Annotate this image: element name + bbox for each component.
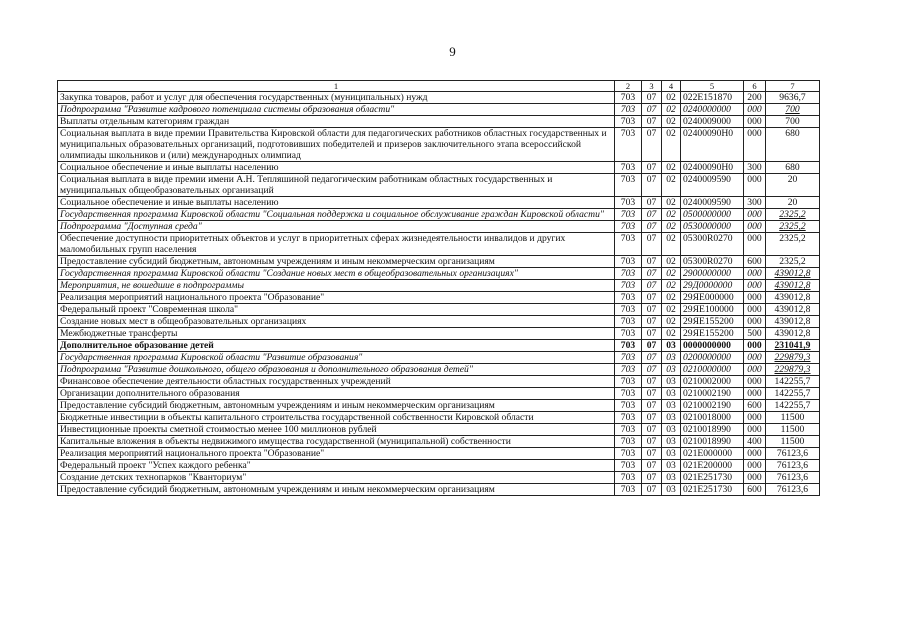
cell-grbs: 703	[615, 162, 642, 174]
cell-name: Закупка товаров, работ и услуг для обеспечения государственных (муниципальных) нужд	[58, 92, 615, 104]
table-row	[58, 209, 820, 221]
cell-target-article: 0530000000	[681, 221, 744, 233]
cell-grbs: 703	[615, 116, 642, 128]
cell-expense-type: 000	[744, 448, 766, 460]
cell-subsection: 02	[662, 197, 681, 209]
cell-expense-type: 600	[744, 400, 766, 412]
cell-expense-type: 000	[744, 460, 766, 472]
table-row	[58, 472, 820, 484]
table-row	[58, 221, 820, 233]
cell-subsection: 03	[662, 364, 681, 376]
cell-grbs: 703	[615, 174, 642, 197]
header-cell: 4	[662, 81, 681, 92]
cell-section: 07	[642, 197, 662, 209]
cell-expense-type: 000	[744, 424, 766, 436]
cell-amount: 11500	[766, 424, 820, 436]
cell-section: 07	[642, 221, 662, 233]
cell-grbs: 703	[615, 233, 642, 256]
cell-section: 07	[642, 352, 662, 364]
cell-amount: 439012,8	[766, 304, 820, 316]
cell-grbs: 703	[615, 256, 642, 268]
cell-target-article: 0500000000	[681, 209, 744, 221]
table-row	[58, 256, 820, 268]
cell-name: Подпрограмма "Развитие дошкольного, общего образования и дополнительного образования детей"	[58, 364, 615, 376]
cell-subsection: 02	[662, 174, 681, 197]
cell-amount: 142255,7	[766, 376, 820, 388]
table-row	[58, 364, 820, 376]
cell-expense-type: 000	[744, 280, 766, 292]
cell-amount: 76123,6	[766, 448, 820, 460]
cell-amount: 20	[766, 174, 820, 197]
cell-subsection: 02	[662, 292, 681, 304]
table-row	[58, 328, 820, 340]
cell-subsection: 03	[662, 460, 681, 472]
cell-grbs: 703	[615, 364, 642, 376]
cell-grbs: 703	[615, 424, 642, 436]
cell-name: Государственная программа Кировской области "Развитие образования"	[58, 352, 615, 364]
table-row	[58, 388, 820, 400]
cell-grbs: 703	[615, 376, 642, 388]
cell-target-article: 0210000000	[681, 364, 744, 376]
cell-target-article: 0240009000	[681, 116, 744, 128]
cell-amount: 11500	[766, 436, 820, 448]
table-row	[58, 376, 820, 388]
cell-target-article: 29ЯЕ155200	[681, 328, 744, 340]
cell-grbs: 703	[615, 209, 642, 221]
cell-subsection: 02	[662, 328, 681, 340]
cell-grbs: 703	[615, 280, 642, 292]
cell-section: 07	[642, 484, 662, 496]
cell-target-article: 0200000000	[681, 352, 744, 364]
cell-target-article: 021E251730	[681, 472, 744, 484]
cell-expense-type: 000	[744, 292, 766, 304]
cell-amount: 439012,8	[766, 268, 820, 280]
cell-section: 07	[642, 128, 662, 162]
cell-section: 07	[642, 292, 662, 304]
cell-target-article: 021E251730	[681, 484, 744, 496]
cell-amount: 76123,6	[766, 472, 820, 484]
cell-amount: 229879,3	[766, 352, 820, 364]
cell-expense-type: 500	[744, 328, 766, 340]
cell-subsection: 02	[662, 128, 681, 162]
cell-grbs: 703	[615, 412, 642, 424]
cell-subsection: 03	[662, 412, 681, 424]
cell-expense-type: 000	[744, 221, 766, 233]
cell-name: Бюджетные инвестиции в объекты капитального строительства государственной собственности Кировской области	[58, 412, 615, 424]
cell-section: 07	[642, 364, 662, 376]
table-row	[58, 92, 820, 104]
table-row	[58, 174, 820, 197]
cell-subsection: 03	[662, 388, 681, 400]
cell-section: 07	[642, 304, 662, 316]
cell-section: 07	[642, 256, 662, 268]
table-row	[58, 436, 820, 448]
cell-section: 07	[642, 116, 662, 128]
cell-grbs: 703	[615, 292, 642, 304]
table-row	[58, 460, 820, 472]
cell-grbs: 703	[615, 316, 642, 328]
cell-grbs: 703	[615, 104, 642, 116]
cell-subsection: 02	[662, 209, 681, 221]
cell-section: 07	[642, 280, 662, 292]
table-row	[58, 116, 820, 128]
cell-grbs: 703	[615, 400, 642, 412]
cell-name: Социальное обеспечение и иные выплаты населению	[58, 162, 615, 174]
cell-grbs: 703	[615, 388, 642, 400]
cell-amount: 11500	[766, 412, 820, 424]
header-cell: 1	[58, 81, 615, 92]
cell-name: Организации дополнительного образования	[58, 388, 615, 400]
cell-target-article: 022E151870	[681, 92, 744, 104]
cell-section: 07	[642, 472, 662, 484]
cell-subsection: 03	[662, 352, 681, 364]
table-row	[58, 424, 820, 436]
cell-name: Дополнительное образование детей	[58, 340, 615, 352]
cell-amount: 700	[766, 104, 820, 116]
cell-amount: 700	[766, 116, 820, 128]
cell-section: 07	[642, 233, 662, 256]
cell-grbs: 703	[615, 128, 642, 162]
cell-target-article: 29ЯЕ000000	[681, 292, 744, 304]
cell-subsection: 03	[662, 400, 681, 412]
table-row	[58, 128, 820, 162]
table-row	[58, 448, 820, 460]
cell-section: 07	[642, 412, 662, 424]
cell-target-article: 05300R0270	[681, 256, 744, 268]
cell-target-article: 0000000000	[681, 340, 744, 352]
table-row	[58, 162, 820, 174]
cell-section: 07	[642, 400, 662, 412]
cell-expense-type: 300	[744, 197, 766, 209]
cell-subsection: 03	[662, 376, 681, 388]
cell-expense-type: 000	[744, 116, 766, 128]
cell-section: 07	[642, 460, 662, 472]
cell-amount: 76123,6	[766, 484, 820, 496]
cell-expense-type: 000	[744, 340, 766, 352]
table-row	[58, 233, 820, 256]
cell-expense-type: 400	[744, 436, 766, 448]
cell-amount: 2325,2	[766, 256, 820, 268]
cell-subsection: 02	[662, 316, 681, 328]
cell-subsection: 02	[662, 104, 681, 116]
cell-amount: 439012,8	[766, 316, 820, 328]
cell-expense-type: 000	[744, 472, 766, 484]
table-row	[58, 340, 820, 352]
table-header-row	[58, 81, 820, 92]
cell-name: Реализация мероприятий национального проекта "Образование"	[58, 448, 615, 460]
cell-amount: 2325,2	[766, 221, 820, 233]
table-row	[58, 268, 820, 280]
cell-subsection: 02	[662, 268, 681, 280]
cell-name: Предоставление субсидий бюджетным, автономным учреждениям и иным некоммерческим организациям	[58, 256, 615, 268]
cell-name: Межбюджетные трансферты	[58, 328, 615, 340]
cell-subsection: 03	[662, 424, 681, 436]
cell-amount: 680	[766, 162, 820, 174]
cell-target-article: 0240009590	[681, 197, 744, 209]
cell-grbs: 703	[615, 328, 642, 340]
cell-grbs: 703	[615, 221, 642, 233]
cell-section: 07	[642, 268, 662, 280]
table-row	[58, 304, 820, 316]
cell-amount: 20	[766, 197, 820, 209]
cell-target-article: 0210018000	[681, 412, 744, 424]
header-cell: 2	[615, 81, 642, 92]
cell-grbs: 703	[615, 340, 642, 352]
cell-target-article: 05300R0270	[681, 233, 744, 256]
cell-expense-type: 600	[744, 484, 766, 496]
cell-grbs: 703	[615, 352, 642, 364]
cell-grbs: 703	[615, 472, 642, 484]
cell-expense-type: 000	[744, 364, 766, 376]
cell-expense-type: 000	[744, 209, 766, 221]
cell-expense-type: 000	[744, 268, 766, 280]
cell-target-article: 2900000000	[681, 268, 744, 280]
cell-name: Социальная выплата в виде премии имени А.Н. Тепляшиной педагогическим работникам областных государственных и муниципальных общеобразовательных организаций	[58, 174, 615, 197]
cell-name: Подпрограмма "Развитие кадрового потенциала системы образования области"	[58, 104, 615, 116]
cell-subsection: 02	[662, 221, 681, 233]
cell-target-article: 29Д0000000	[681, 280, 744, 292]
cell-target-article: 0240000000	[681, 104, 744, 116]
cell-section: 07	[642, 340, 662, 352]
cell-target-article: 02400090Н0	[681, 128, 744, 162]
cell-subsection: 02	[662, 256, 681, 268]
cell-target-article: 29ЯЕ100000	[681, 304, 744, 316]
cell-section: 07	[642, 162, 662, 174]
cell-target-article: 021E200000	[681, 460, 744, 472]
header-cell: 6	[744, 81, 766, 92]
cell-name: Реализация мероприятий национального проекта "Образование"	[58, 292, 615, 304]
cell-subsection: 03	[662, 340, 681, 352]
cell-name: Выплаты отдельным категориям граждан	[58, 116, 615, 128]
table-row	[58, 280, 820, 292]
cell-expense-type: 000	[744, 174, 766, 197]
cell-amount: 439012,8	[766, 292, 820, 304]
cell-name: Федеральный проект "Современная школа"	[58, 304, 615, 316]
cell-expense-type: 000	[744, 104, 766, 116]
cell-section: 07	[642, 174, 662, 197]
cell-section: 07	[642, 104, 662, 116]
cell-amount: 9636,7	[766, 92, 820, 104]
cell-section: 07	[642, 209, 662, 221]
cell-name: Мероприятия, не вошедшие в подпрограммы	[58, 280, 615, 292]
table-row	[58, 197, 820, 209]
cell-amount: 229879,3	[766, 364, 820, 376]
cell-expense-type: 200	[744, 92, 766, 104]
cell-section: 07	[642, 448, 662, 460]
cell-target-article: 021E000000	[681, 448, 744, 460]
cell-expense-type: 000	[744, 352, 766, 364]
header-cell: 7	[766, 81, 820, 92]
cell-name: Социальная выплата в виде премии Правительства Кировской области для педагогических работников областных государственных и муниципальных образовательных организаций, подготовивших победителей и призеров заключительного этапа всероссийской олимпиады школьников и (или) международных олимпиад	[58, 128, 615, 162]
cell-subsection: 02	[662, 92, 681, 104]
table-row	[58, 104, 820, 116]
cell-grbs: 703	[615, 448, 642, 460]
table-row	[58, 412, 820, 424]
table-row	[58, 484, 820, 496]
cell-section: 07	[642, 92, 662, 104]
cell-grbs: 703	[615, 460, 642, 472]
cell-target-article: 29ЯЕ155200	[681, 316, 744, 328]
cell-expense-type: 000	[744, 316, 766, 328]
cell-amount: 2325,2	[766, 233, 820, 256]
cell-expense-type: 000	[744, 376, 766, 388]
table-row	[58, 352, 820, 364]
cell-expense-type: 300	[744, 162, 766, 174]
cell-target-article: 0210002190	[681, 400, 744, 412]
cell-name: Государственная программа Кировской области "Социальная поддержка и социальное обслуживание граждан Кировской области"	[58, 209, 615, 221]
cell-subsection: 02	[662, 304, 681, 316]
cell-grbs: 703	[615, 436, 642, 448]
cell-amount: 439012,8	[766, 328, 820, 340]
cell-name: Социальное обеспечение и иные выплаты населению	[58, 197, 615, 209]
cell-target-article: 0240009590	[681, 174, 744, 197]
cell-subsection: 02	[662, 233, 681, 256]
cell-expense-type: 000	[744, 412, 766, 424]
cell-target-article: 0210002000	[681, 376, 744, 388]
cell-name: Инвестиционные проекты сметной стоимостью менее 100 миллионов рублей	[58, 424, 615, 436]
cell-expense-type: 600	[744, 256, 766, 268]
header-cell: 3	[642, 81, 662, 92]
cell-grbs: 703	[615, 197, 642, 209]
cell-name: Создание детских технопарков "Кванториум"	[58, 472, 615, 484]
cell-amount: 2325,2	[766, 209, 820, 221]
cell-amount: 439012,8	[766, 280, 820, 292]
cell-target-article: 0210002190	[681, 388, 744, 400]
cell-amount: 142255,7	[766, 388, 820, 400]
cell-section: 07	[642, 424, 662, 436]
cell-section: 07	[642, 376, 662, 388]
table-row	[58, 316, 820, 328]
header-cell: 5	[681, 81, 744, 92]
cell-section: 07	[642, 328, 662, 340]
cell-grbs: 703	[615, 92, 642, 104]
cell-amount: 231041,9	[766, 340, 820, 352]
cell-subsection: 03	[662, 484, 681, 496]
page-number: 9	[449, 44, 456, 59]
cell-section: 07	[642, 388, 662, 400]
cell-grbs: 703	[615, 268, 642, 280]
cell-amount: 680	[766, 128, 820, 162]
cell-expense-type: 000	[744, 233, 766, 256]
cell-name: Предоставление субсидий бюджетным, автономным учреждениям и иным некоммерческим организациям	[58, 484, 615, 496]
cell-target-article: 0210018990	[681, 424, 744, 436]
cell-expense-type: 000	[744, 304, 766, 316]
cell-target-article: 0210018990	[681, 436, 744, 448]
cell-name: Создание новых мест в общеобразовательных организациях	[58, 316, 615, 328]
cell-section: 07	[642, 436, 662, 448]
cell-subsection: 02	[662, 116, 681, 128]
cell-subsection: 03	[662, 436, 681, 448]
cell-subsection: 03	[662, 448, 681, 460]
cell-expense-type: 000	[744, 128, 766, 162]
cell-name: Обеспечение доступности приоритетных объектов и услуг в приоритетных сферах жизнедеятельности инвалидов и других маломобильных групп населения	[58, 233, 615, 256]
cell-name: Капитальные вложения в объекты недвижимого имущества государственной (муниципальной) собственности	[58, 436, 615, 448]
cell-name: Подпрограмма "Доступная среда"	[58, 221, 615, 233]
budget-table	[57, 80, 820, 496]
cell-expense-type: 000	[744, 388, 766, 400]
table-row	[58, 292, 820, 304]
cell-subsection: 02	[662, 162, 681, 174]
cell-amount: 142255,7	[766, 400, 820, 412]
cell-name: Финансовое обеспечение деятельности областных государственных учреждений	[58, 376, 615, 388]
table-row	[58, 400, 820, 412]
cell-name: Федеральный проект "Успех каждого ребенка"	[58, 460, 615, 472]
cell-section: 07	[642, 316, 662, 328]
cell-name: Государственная программа Кировской области "Создание новых мест в общеобразовательных организациях"	[58, 268, 615, 280]
cell-grbs: 703	[615, 484, 642, 496]
cell-target-article: 02400090Н0	[681, 162, 744, 174]
cell-amount: 76123,6	[766, 460, 820, 472]
cell-subsection: 02	[662, 280, 681, 292]
cell-name: Предоставление субсидий бюджетным, автономным учреждениям и иным некоммерческим организациям	[58, 400, 615, 412]
cell-subsection: 03	[662, 472, 681, 484]
cell-grbs: 703	[615, 304, 642, 316]
